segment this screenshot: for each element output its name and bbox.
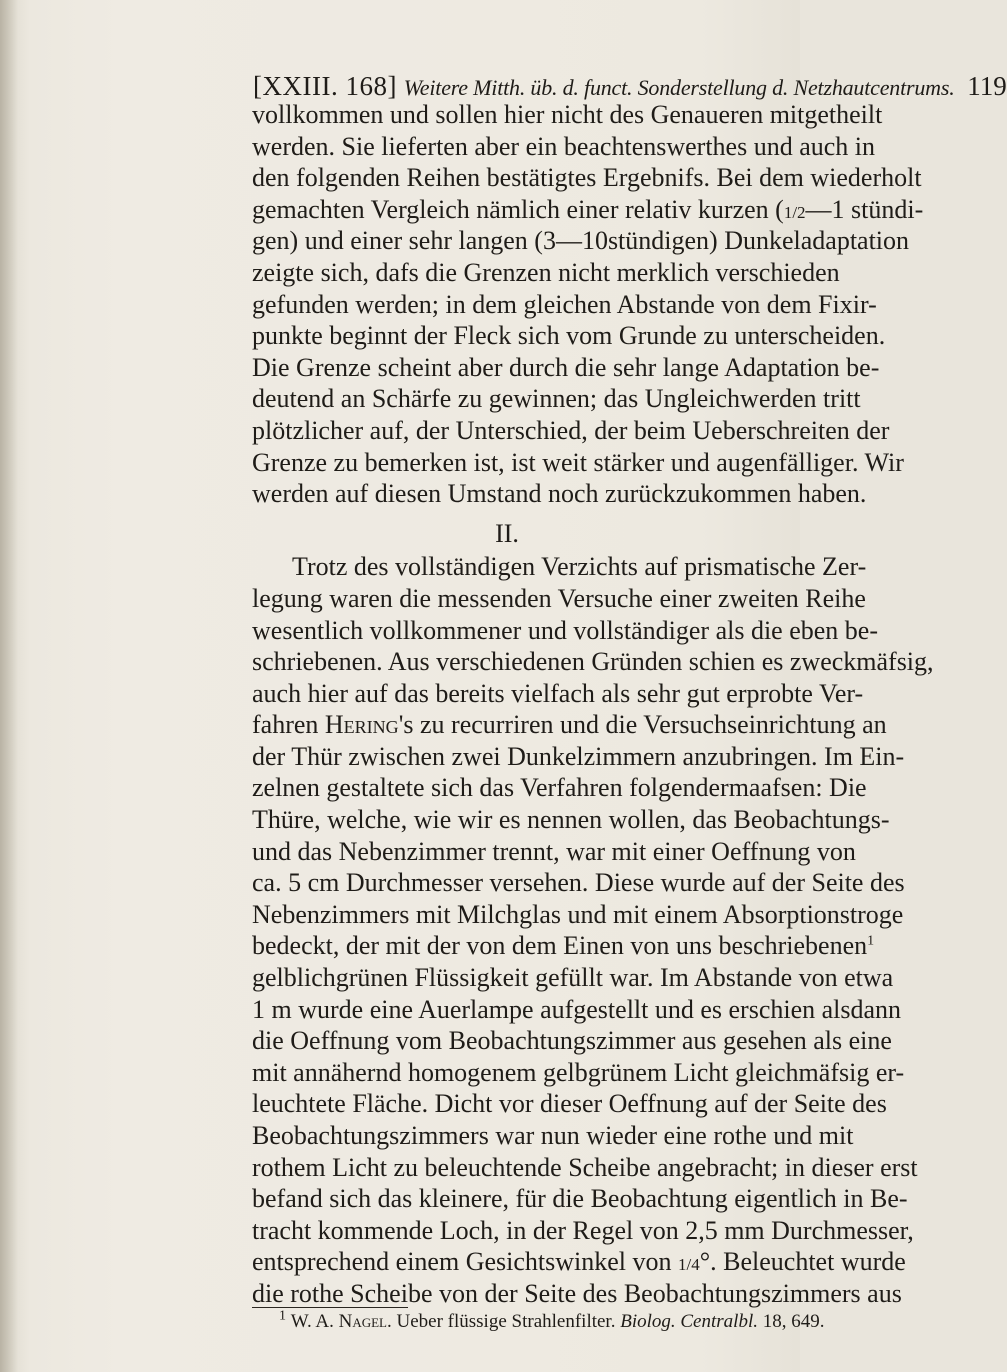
fraction: 1/2: [783, 202, 806, 222]
text-fragment: bedeckt, der mit der von dem Einen von uns beschriebenen: [252, 931, 868, 961]
text-line: punkte beginnt der Fleck sich vom Grunde zu unterscheiden.: [252, 321, 886, 351]
footnote: [279, 1308, 825, 1334]
text-line: deutend an Schärfe zu gewinnen; das Ungleichwerden tritt: [252, 384, 861, 414]
text-line: tracht kommende Loch, in der Regel von 2,5 mm Durchmesser,: [252, 1215, 914, 1245]
text-line: werden. Sie lieferten aber ein beachtenswerthes und auch in: [252, 131, 876, 161]
text-line: der Thür zwischen zwei Dunkelzimmern anzubringen. Im Ein-: [252, 741, 905, 771]
text-line: Beobachtungszimmers war nun wieder eine rothe und mit: [252, 1121, 854, 1150]
text-line: ca. 5 cm Durchmesser versehen. Diese wurde auf der Seite des: [252, 868, 905, 898]
text-line: plötzlicher auf, der Unterschied, der beim Ueberschreiten der: [252, 415, 890, 445]
text-line: und das Nebenzimmer trennt, war mit einer Oeffnung von: [252, 836, 856, 866]
page-number: 119: [967, 71, 1007, 101]
text-line: Grenze zu bemerken ist, ist weit stärker und augenfälliger. Wir: [252, 447, 904, 477]
text-line: [252, 709, 887, 741]
text-fragment: 's zu recurriren und die Versuchseinrichtung an: [398, 710, 887, 740]
text-line: mit annähernd homogenem gelbgrünem Licht gleichmäfsig er-: [252, 1057, 905, 1087]
text-fragment: gemachten Vergleich nämlich einer relativ kurzen (: [252, 194, 784, 224]
text-line: wesentlich vollkommener und vollständiger als die eben be-: [252, 615, 878, 645]
footnote-author: W. A. Nagel.: [290, 1311, 392, 1332]
text-line: die rothe Scheibe von der Seite des Beobachtungszimmers aus: [252, 1278, 902, 1308]
section-heading: II.: [495, 518, 519, 548]
text-line: schriebenen. Aus verschiedenen Gründen schien es zweckmäfsig,: [252, 647, 934, 677]
footnote-marker: 1: [279, 1308, 286, 1324]
text-line: leuchtete Fläche. Dicht vor dieser Oeffnung auf der Seite des: [252, 1089, 887, 1119]
text-line: auch hier auf das bereits vielfach als sehr gut erprobte Ver-: [252, 678, 864, 708]
text-line: [252, 194, 924, 226]
text-line: vollkommen und sollen hier nicht des Genaueren mitgetheilt: [252, 100, 883, 129]
text-fragment: fahren: [252, 710, 325, 740]
spine-shadow: [0, 0, 18, 1372]
text-fragment: —1 stündi-: [805, 194, 924, 224]
text-line: zeigte sich, dafs die Grenzen nicht merklich verschieden: [252, 257, 840, 287]
text-line: gefunden werden; in dem gleichen Abstande von dem Fixir-: [252, 289, 877, 319]
text-line: Trotz des vollständigen Verzichts auf prismatische Zer-: [292, 552, 867, 582]
text-line: den folgenden Reihen bestätigtes Ergebnifs. Bei dem wiederholt: [252, 163, 922, 193]
text-line: werden auf diesen Umstand noch zurückzukommen haben.: [252, 479, 867, 509]
body-text: [252, 99, 934, 1310]
text-line: legung waren die messenden Versuche einer zweiten Reihe: [252, 583, 866, 613]
text-line: Die Grenze scheint aber durch die sehr lange Adaptation be-: [252, 352, 880, 382]
text-fragment: °. Beleuchtet wurde: [699, 1247, 906, 1277]
text-line: zelnen gestaltete sich das Verfahren folgendermaafsen: Die: [252, 773, 867, 803]
footnote-rule: [252, 1307, 408, 1308]
text-line: Thüre, welche, wie wir es nennen wollen, das Beobachtungs-: [252, 805, 890, 835]
running-title: Weitere Mitth. üb. d. funct. Sonderstellung d. Netzhautcentrums.: [403, 75, 955, 100]
text-line: [252, 930, 875, 962]
text-line: gelblichgrünen Flüssigkeit gefüllt war. Im Abstande von etwa: [252, 963, 894, 993]
fraction: 1/4: [678, 1255, 700, 1275]
author-name: Hering: [324, 710, 399, 740]
text-line: Nebenzimmers mit Milchglas und mit einem Absorptionstroge: [252, 899, 904, 929]
footnote-reference: 1: [867, 933, 875, 949]
text-line: befand sich das kleinere, für die Beobachtung eigentlich in Be-: [252, 1184, 908, 1214]
volume-reference: [XXIII. 168]: [253, 71, 397, 101]
text-line: [252, 1246, 906, 1278]
text-line: rothem Licht zu beleuchtende Scheibe angebracht; in dieser erst: [252, 1152, 918, 1182]
text-line: die Oeffnung vom Beobachtungszimmer aus gesehen als eine: [252, 1026, 892, 1056]
footnote-citation: 18, 649.: [762, 1311, 825, 1332]
text-fragment: entsprechend einem Gesichtswinkel von: [252, 1247, 678, 1277]
footnote-title: Ueber flüssige Strahlenfilter.: [396, 1311, 616, 1332]
text-line: gen) und einer sehr langen (3—10stündigen) Dunkeladaptation: [252, 226, 910, 256]
text-line: 1 m wurde eine Auerlampe aufgestellt und es erschien alsdann: [252, 994, 902, 1024]
footnote-journal: Biolog. Centralbl.: [620, 1311, 758, 1332]
